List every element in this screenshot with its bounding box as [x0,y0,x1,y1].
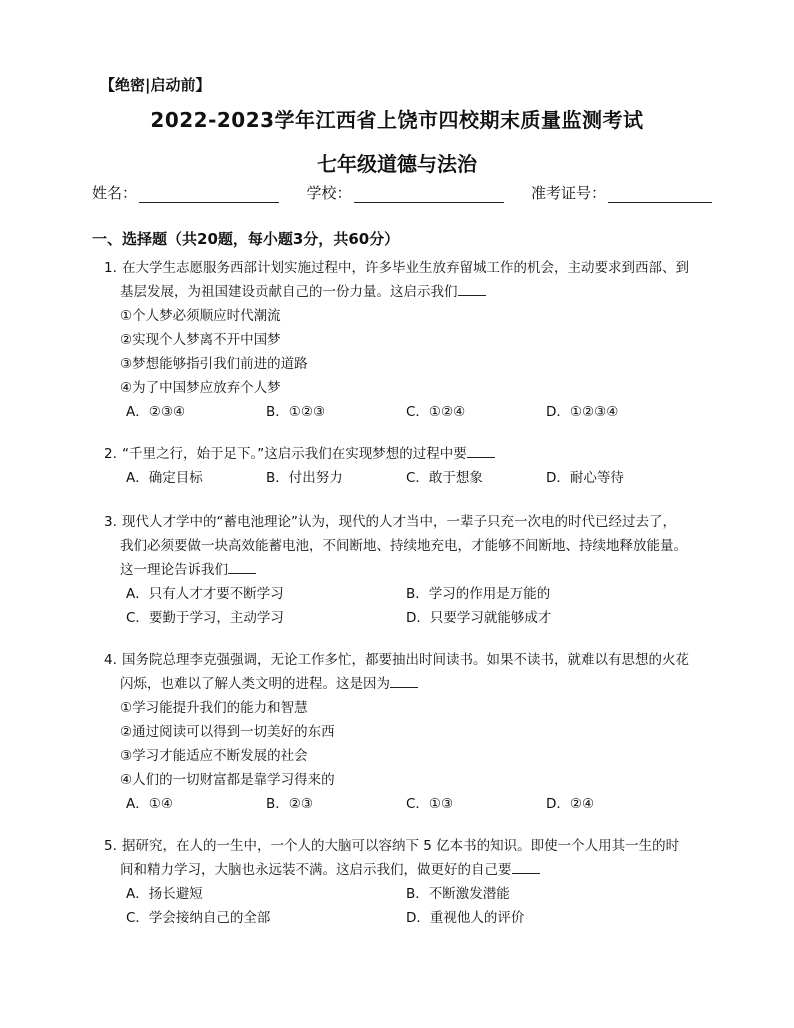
question-stem: 闪烁，也难以了解人类文明的进程。这是因为 [120,676,390,692]
answer-blank[interactable] [467,443,495,458]
statement: ④人们的一切财富都是靠学习得来的 [120,772,335,788]
subject-title: 七年级道德与法治 [317,152,477,176]
question-stem: 我们必须要做一块高效能蓄电池，不间断地、持续地充电，才能够不间断地、持续地释放能量。 [120,538,687,554]
option-a[interactable]: A．扬长避短 [126,886,203,902]
question-stem: 基层发展，为祖国建设贡献自己的一份力量。这启示我们 [120,284,458,300]
options-row [104,400,714,424]
school-field [306,182,503,203]
statement: ②实现个人梦离不开中国梦 [120,332,281,348]
question-2 [104,442,714,490]
question-number: 1. [104,260,117,276]
options-row [104,606,714,630]
question-stem: 现代人才学中的“蓄电池理论”认为，现代的人才当中，一辈子只充一次电的时代已经过去了， [122,514,676,530]
secret-mark: 【绝密|启动前】 [100,76,211,94]
option-d[interactable]: D．重视他人的评价 [406,910,525,926]
student-info-row [92,182,712,203]
answer-blank[interactable] [512,859,540,874]
question-stem: 在大学生志愿服务西部计划实施过程中，许多毕业生放弃留城工作的机会，主动要求到西部、到 [122,260,689,276]
options-row [104,906,714,930]
answer-blank[interactable] [458,281,486,296]
option-c[interactable]: C．要勤于学习，主动学习 [126,610,284,626]
option-a[interactable]: A．确定目标 [126,470,203,486]
exam-title: 2022-2023学年江西省上饶市四校期末质量监测考试 [150,108,644,132]
answer-blank[interactable] [390,673,418,688]
answer-blank[interactable] [228,559,256,574]
options-row [104,792,714,816]
exam-number-label: 准考证号： [530,184,606,202]
statement: ①学习能提升我们的能力和智慧 [120,700,308,716]
statement: ③学习才能适应不断发展的社会 [120,748,308,764]
option-a[interactable]: A．①④ [126,796,173,812]
question-3 [104,510,714,630]
question-stem: “千里之行，始于足下。”这启示我们在实现梦想的过程中要 [122,446,467,462]
question-1 [104,256,714,424]
question-number: 3. [104,514,117,530]
question-number: 4. [104,652,117,668]
question-stem: 这一理论告诉我们 [120,562,228,578]
options-row [104,582,714,606]
name-blank[interactable] [139,186,279,203]
option-c[interactable]: C．学会接纳自己的全部 [126,910,271,926]
option-b[interactable]: B．不断激发潜能 [406,886,510,902]
option-a[interactable]: A．只有人才才要不断学习 [126,586,284,602]
options-row [104,466,714,490]
option-b[interactable]: B．学习的作用是万能的 [406,586,551,602]
options-row [104,882,714,906]
school-label: 学校： [306,184,352,202]
name-field [92,182,279,203]
statement: ①个人梦必须顺应时代潮流 [120,308,281,324]
option-d[interactable]: D．只要学习就能够成才 [406,610,552,626]
name-label: 姓名： [92,184,138,202]
question-stem: 间和精力学习，大脑也永远装不满。这启示我们，做更好的自己要 [120,862,512,878]
question-number: 5. [104,838,117,854]
question-number: 2. [104,446,117,462]
option-b[interactable]: B．付出努力 [266,470,343,486]
statement: ②通过阅读可以得到一切美好的东西 [120,724,335,740]
statement: ④为了中国梦应放弃个人梦 [120,380,281,396]
option-b[interactable]: B．②③ [266,796,313,812]
option-c[interactable]: C．①③ [406,796,454,812]
option-d[interactable]: D．耐心等待 [546,470,624,486]
question-stem: 国务院总理李克强强调，无论工作多忙，都要抽出时间读书。如果不读书，就难以有思想的火花 [122,652,689,668]
option-d[interactable]: D．②④ [546,796,595,812]
exam-number-field [531,182,712,203]
option-a[interactable]: A．②③④ [126,404,186,420]
statement: ③梦想能够指引我们前进的道路 [120,356,308,372]
exam-number-blank[interactable] [608,186,712,203]
option-b[interactable]: B．①②③ [266,404,326,420]
question-stem: 据研究，在人的一生中，一个人的大脑可以容纳下 5 亿本书的知识。即使一个人用其一生的时 [122,838,680,854]
question-5 [104,834,714,930]
option-c[interactable]: C．①②④ [406,404,466,420]
section-heading: 一、选择题（共20题，每小题3分，共60分） [92,230,400,248]
school-blank[interactable] [354,186,504,203]
option-c[interactable]: C．敢于想象 [406,470,483,486]
option-d[interactable]: D．①②③④ [546,404,619,420]
question-4 [104,648,714,816]
